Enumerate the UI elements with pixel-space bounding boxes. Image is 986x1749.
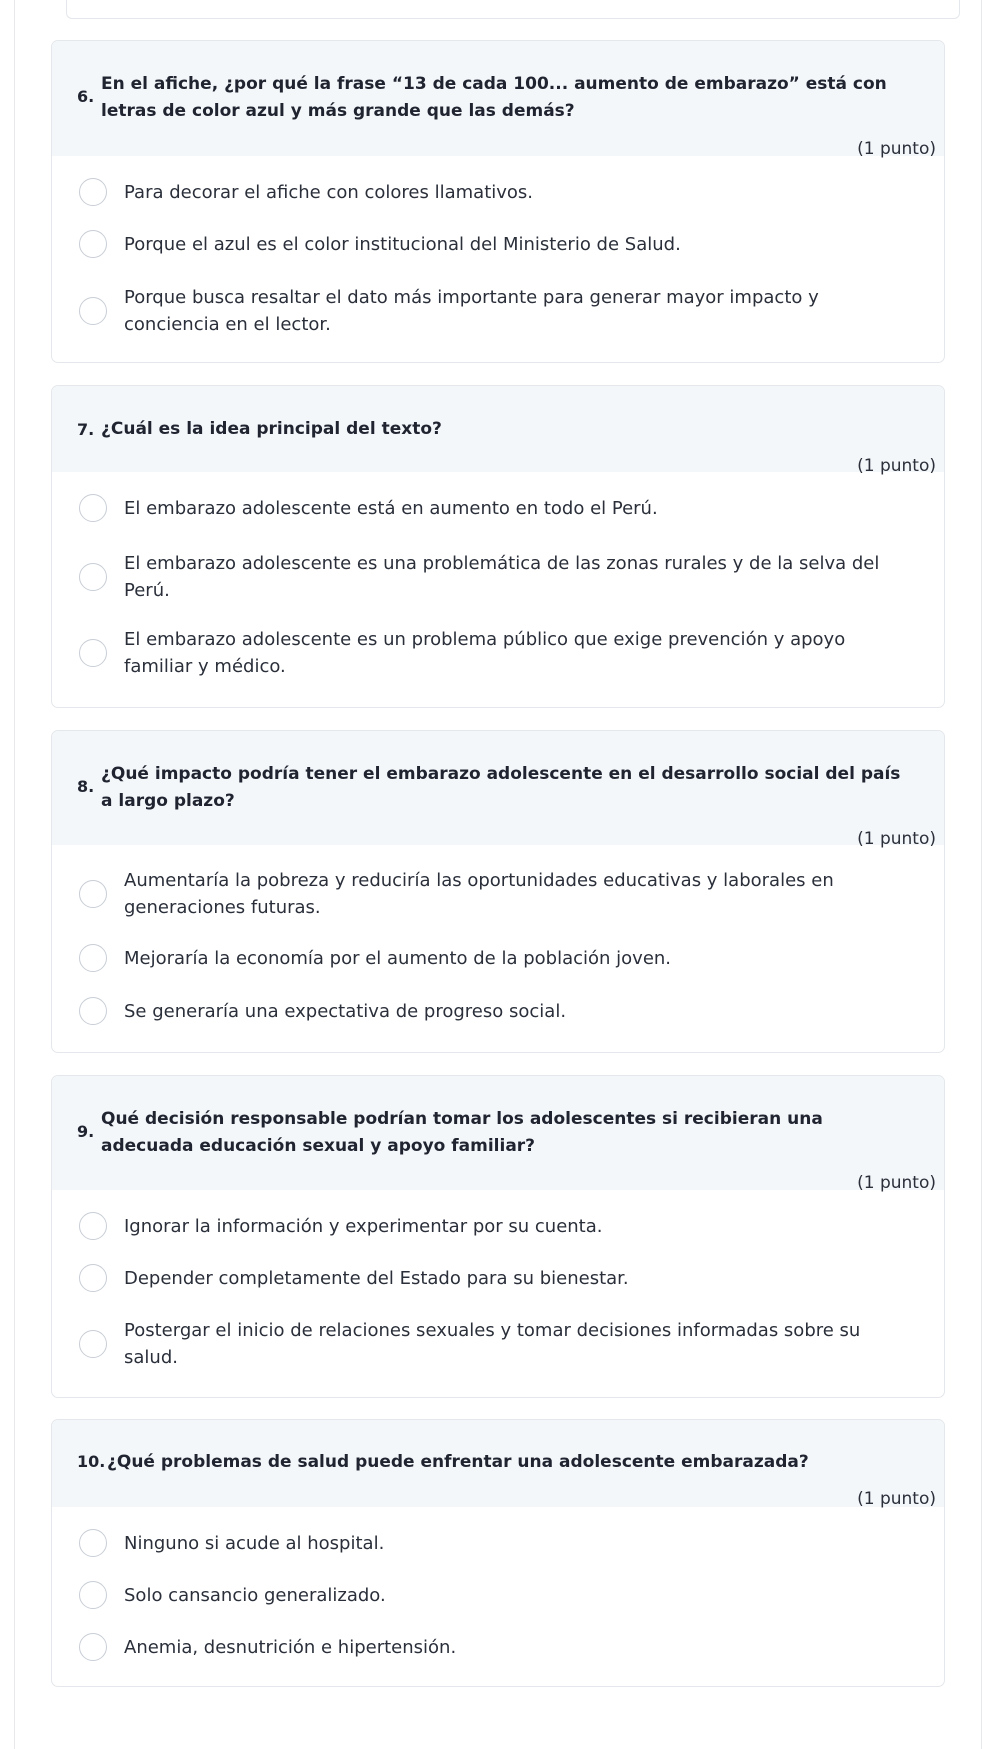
question-card-8 [51, 730, 945, 1053]
question-card-6 [51, 40, 945, 363]
question-number: 10. [77, 1452, 106, 1471]
option-label[interactable]: Porque busca resaltar el dato más importante para generar mayor impacto y conciencia en el lector. [124, 287, 819, 335]
radio-button[interactable] [79, 297, 107, 325]
radio-button[interactable] [79, 997, 107, 1025]
option-label[interactable]: Postergar el inicio de relaciones sexuales y tomar decisiones informadas sobre su salud. [124, 1320, 861, 1368]
question-number: 9. [77, 1122, 95, 1141]
question-points: (1 punto) [857, 139, 936, 159]
option-label[interactable]: Aumentaría la pobreza y reduciría las oportunidades educativas y laborales en generaciones futuras. [124, 870, 834, 918]
answer-option[interactable] [79, 1264, 904, 1292]
option-label[interactable]: Se generaría una expectativa de progreso social. [124, 1000, 567, 1022]
question-points: (1 punto) [857, 1173, 936, 1193]
radio-button[interactable] [79, 944, 107, 972]
question-text: En el afiche, ¿por qué la frase “13 de cada 100... aumento de embarazo” está con letras de color azul y más grande que las demás? [101, 74, 887, 121]
radio-button[interactable] [79, 1212, 107, 1240]
option-label[interactable]: El embarazo adolescente es un problema público que exige prevención y apoyo familiar y médico. [124, 629, 846, 677]
question-header [52, 1420, 944, 1507]
answer-option[interactable] [79, 867, 904, 921]
radio-button[interactable] [79, 639, 107, 667]
question-card-10 [51, 1419, 945, 1687]
radio-button[interactable] [79, 880, 107, 908]
previous-question-card [66, 0, 960, 19]
option-label[interactable]: El embarazo adolescente es una problemática de las zonas rurales y de la selva del Perú. [124, 553, 880, 601]
question-text: ¿Qué problemas de salud puede enfrentar una adolescente embarazada? [107, 1452, 809, 1472]
option-label[interactable]: Depender completamente del Estado para su bienestar. [124, 1267, 629, 1289]
question-header [52, 386, 944, 472]
radio-button[interactable] [79, 1529, 107, 1557]
question-number: 6. [77, 87, 95, 106]
question-text: Qué decisión responsable podrían tomar los adolescentes si recibieran una adecuada educación sexual y apoyo familiar? [101, 1109, 823, 1156]
question-header [52, 731, 944, 845]
radio-button[interactable] [79, 563, 107, 591]
answer-option[interactable] [79, 1212, 904, 1240]
answer-option[interactable] [79, 550, 904, 604]
radio-button[interactable] [79, 1633, 107, 1661]
answer-option[interactable] [79, 997, 904, 1025]
answer-option[interactable] [79, 230, 904, 258]
answer-option[interactable] [79, 944, 904, 972]
option-label[interactable]: Anemia, desnutrición e hipertensión. [124, 1636, 457, 1658]
answer-option[interactable] [79, 1581, 904, 1609]
option-label[interactable]: Ignorar la información y experimentar por su cuenta. [124, 1215, 603, 1237]
radio-button[interactable] [79, 1330, 107, 1358]
question-header [52, 41, 944, 156]
option-label[interactable]: Mejoraría la economía por el aumento de la población joven. [124, 947, 672, 969]
option-label[interactable]: Para decorar el afiche con colores llamativos. [124, 181, 534, 203]
radio-button[interactable] [79, 494, 107, 522]
radio-button[interactable] [79, 230, 107, 258]
radio-button[interactable] [79, 178, 107, 206]
option-label[interactable]: Ninguno si acude al hospital. [124, 1532, 385, 1554]
question-points: (1 punto) [857, 829, 936, 849]
question-text: ¿Cuál es la idea principal del texto? [101, 419, 442, 439]
option-label[interactable]: Porque el azul es el color institucional del Ministerio de Salud. [124, 233, 681, 255]
option-label[interactable]: El embarazo adolescente está en aumento en todo el Perú. [124, 497, 658, 519]
answer-option[interactable] [79, 178, 904, 206]
question-header [52, 1076, 944, 1190]
question-card-7 [51, 385, 945, 708]
answer-option[interactable] [79, 1633, 904, 1661]
question-card-9 [51, 1075, 945, 1398]
question-points: (1 punto) [857, 456, 936, 476]
radio-button[interactable] [79, 1581, 107, 1609]
answer-option[interactable] [79, 1529, 904, 1557]
question-number: 7. [77, 420, 95, 439]
answer-option[interactable] [79, 494, 904, 522]
radio-button[interactable] [79, 1264, 107, 1292]
question-points: (1 punto) [857, 1489, 936, 1509]
answer-option[interactable] [79, 1317, 904, 1371]
question-number: 8. [77, 777, 95, 796]
option-label[interactable]: Solo cansancio generalizado. [124, 1584, 386, 1606]
answer-option[interactable] [79, 284, 904, 338]
question-text: ¿Qué impacto podría tener el embarazo adolescente en el desarrollo social del país a largo plazo? [101, 764, 901, 811]
answer-option[interactable] [79, 626, 904, 680]
